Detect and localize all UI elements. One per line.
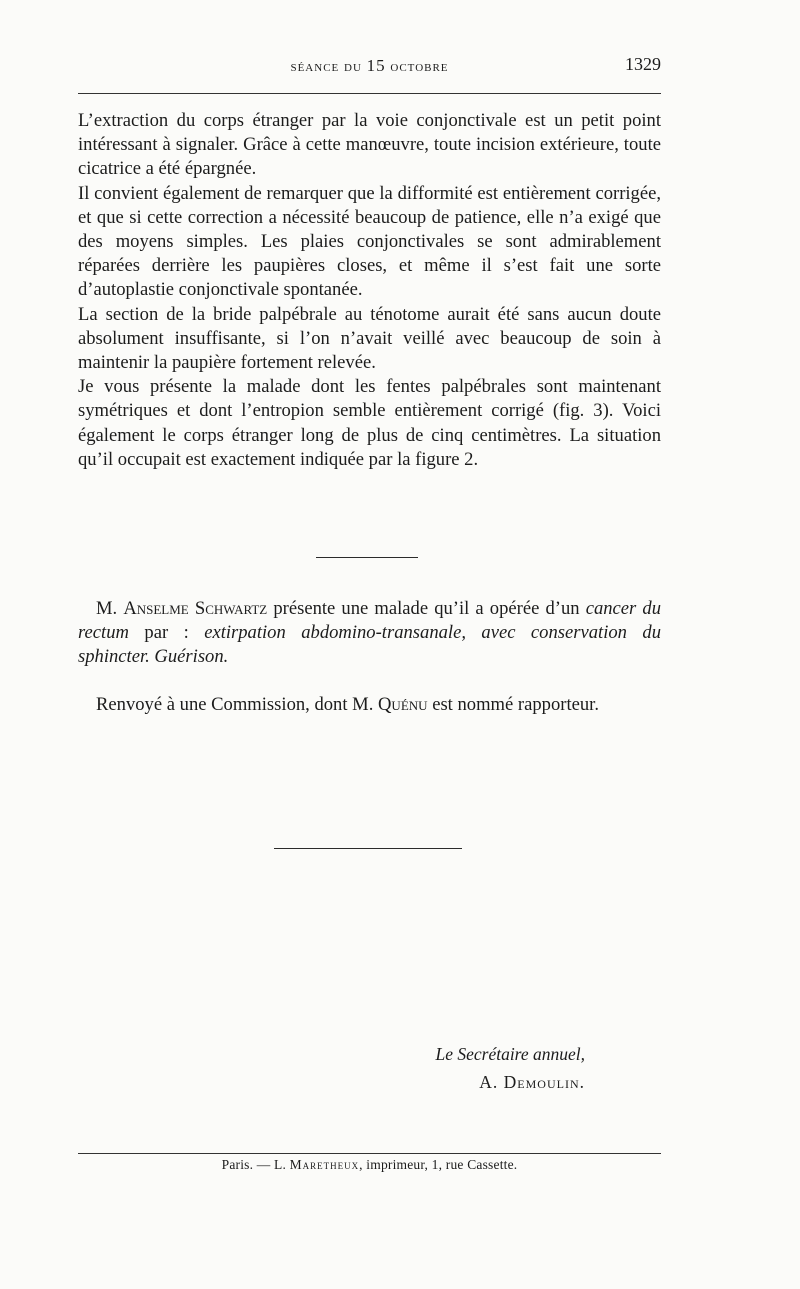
running-title-prefix: séance du <box>290 59 367 75</box>
rapporteur-name: Quénu <box>378 694 428 715</box>
presentation-subject: cancer du rectum <box>78 598 661 644</box>
running-title-day: 15 <box>366 56 386 75</box>
signature-name: A. Demoulin. <box>479 1072 585 1092</box>
referral-suffix: est nommé rapporteur. <box>427 694 599 715</box>
presentation-par: par : <box>128 622 205 644</box>
printer-imprint <box>78 1157 661 1173</box>
printer-name: Maretheux <box>289 1157 360 1172</box>
paragraph: Il convient également de remarquer que la difformité est entièrement corrigée, et que si cette correction a nécessité beaucoup de patience, elle n’a exigé que des moyens simples. Les plaies conjonctivales se sont admirablement réparées derrière les paupières closes, et même il s’est fait une sorte d’autoplastie conjonctivale spontanée. <box>78 182 661 301</box>
footer-rule <box>78 1153 661 1154</box>
presentation-prefix: M. <box>96 598 124 619</box>
signature-block <box>435 1040 585 1096</box>
running-head <box>78 56 661 86</box>
signature-role: Le Secrétaire annuel, <box>435 1044 585 1064</box>
imprint-prefix: Paris. — L. <box>221 1157 290 1172</box>
imprint-suffix: , imprimeur, 1, rue Cassette. <box>359 1157 518 1172</box>
presentation-paragraph <box>78 597 661 670</box>
presentation-verb: présente une malade qu’il a opérée d’un <box>267 598 586 619</box>
closing-separator <box>274 848 462 849</box>
paragraph: Je vous présente la malade dont les fentes palpébrales sont maintenant symétriques et dont l’entropion semble entièrement corrigé (fig. 3). Voici également le corps étranger long de plus de cinq centimètres. La situation qu’il occupait est exactement indiquée par la figure 2. <box>78 376 661 470</box>
page-number: 1329 <box>625 54 661 74</box>
paragraph: La section de la bride palpébrale au ténotome aurait été sans aucun doute absolument insuffisante, si l’on n’avait veillé avec beaucoup de soin à maintenir la paupière fortement relevée. <box>78 303 661 374</box>
section-separator <box>316 557 418 558</box>
referral-prefix: Renvoyé à une Commission, dont M. <box>96 694 378 715</box>
referral-paragraph <box>78 693 661 717</box>
presentation-text <box>78 597 661 670</box>
speaker-name: Anselme Schwartz <box>123 598 268 619</box>
referral-text <box>78 693 661 717</box>
body-text <box>78 109 661 472</box>
paragraph: L’extraction du corps étranger par la voie conjonctivale est un petit point intéressant à signaler. Grâce à cette manœuvre, toute incision extérieure, toute cicatrice a été épargnée. <box>78 110 661 180</box>
running-title <box>78 56 661 76</box>
presentation-procedure: extirpation abdomino-transanale, avec conservation du sphincter. Guérison. <box>78 622 661 668</box>
running-title-suffix: octobre <box>385 59 449 75</box>
header-rule <box>78 93 661 94</box>
